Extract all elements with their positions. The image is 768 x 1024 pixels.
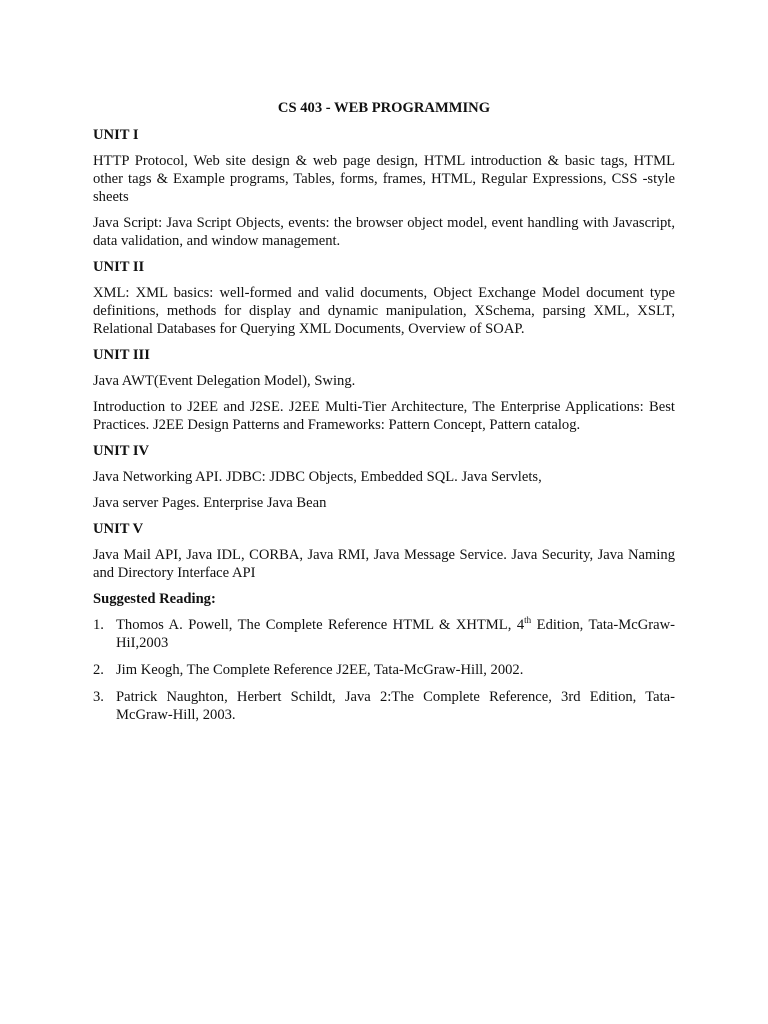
unit-heading: UNIT I xyxy=(93,127,139,143)
unit-heading: UNIT IV xyxy=(93,443,150,459)
reference-text: Jim Keogh, The Complete Reference J2EE, Tata-McGraw-Hill, 2002. xyxy=(116,662,524,678)
unit-heading: UNIT II xyxy=(93,259,145,275)
reference-superscript: th xyxy=(524,615,532,626)
unit-paragraph: Java AWT(Event Delegation Model), Swing. xyxy=(93,373,356,389)
unit-paragraph: Java Mail API, Java IDL, CORBA, Java RMI, Java Message Service. Java Security, Java Naming and Directory Interface API xyxy=(93,547,675,581)
reference-item xyxy=(93,688,675,724)
reference-item xyxy=(93,616,675,652)
unit-heading: UNIT V xyxy=(93,521,144,537)
reference-number: 1. xyxy=(93,617,104,633)
suggested-reading-heading: Suggested Reading: xyxy=(93,591,216,607)
unit-heading: UNIT III xyxy=(93,347,150,363)
unit-paragraph: XML: XML basics: well-formed and valid documents, Object Exchange Model document type definitions, methods for display and dynamic manipulation, XSchema, parsing XML, XSLT, Relational Databases for Querying XML Documents, Overview of SOAP. xyxy=(93,285,675,337)
reference-item xyxy=(93,661,675,679)
unit-paragraph: Introduction to J2EE and J2SE. J2EE Multi-Tier Architecture, The Enterprise Applications: Best Practices. J2EE Design Patterns and Frameworks: Pattern Concept, Pattern catalog. xyxy=(93,399,675,433)
reference-number: 2. xyxy=(93,662,104,678)
unit-paragraph: Java Networking API. JDBC: JDBC Objects, Embedded SQL. Java Servlets, xyxy=(93,469,542,485)
unit-paragraph: Java server Pages. Enterprise Java Bean xyxy=(93,495,327,511)
reference-number: 3. xyxy=(93,689,104,705)
reference-text: Patrick Naughton, Herbert Schildt, Java 2:The Complete Reference, 3rd Edition, Tata-McGraw-Hill, 2003. xyxy=(116,689,675,723)
page-title: CS 403 - WEB PROGRAMMING xyxy=(277,100,491,116)
reference-text: Thomos A. Powell, The Complete Reference HTML & XHTML, 4 xyxy=(116,617,525,633)
reference-list xyxy=(93,616,675,724)
unit-paragraph: HTTP Protocol, Web site design & web page design, HTML introduction & basic tags, HTML other tags & Example programs, Tables, forms, frames, HTML, Regular Expressions, CSS -style sheets xyxy=(93,153,675,205)
unit-paragraph: Java Script: Java Script Objects, events: the browser object model, event handling with Javascript, data validation, and window management. xyxy=(93,215,675,249)
document-content xyxy=(93,99,675,733)
reference-text-continued: Edition, Tata-McGraw-HiI,2003 xyxy=(116,617,675,651)
